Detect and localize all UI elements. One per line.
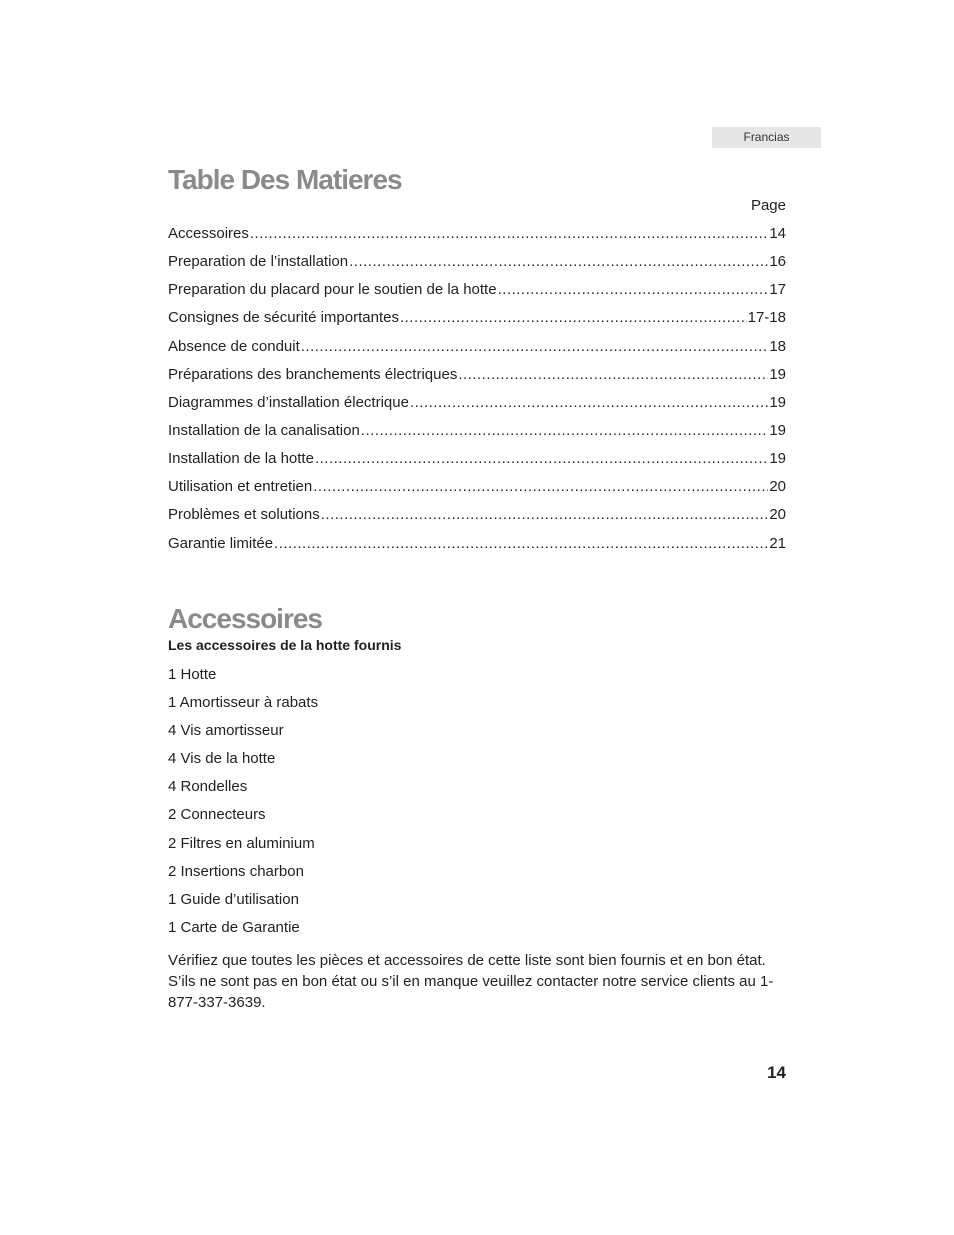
toc-entry [168,220,786,248]
toc-leader-dots [400,304,747,332]
toc-entry-page: 18 [769,337,786,355]
toc-entry [168,473,786,501]
toc-leader-dots [315,445,768,473]
toc-entry-page: 17 [769,281,786,299]
list-item: 4 Vis de la hotte [168,750,276,768]
list-item: 2 Filtres en aluminium [168,834,315,852]
toc-entry-label: Problèmes et solutions [168,506,320,524]
list-item: 2 Insertions charbon [168,862,304,880]
toc-entry-label: Utilisation et entretien [168,478,313,496]
list-item: 1 Guide d’utilisation [168,890,299,908]
toc-entry [168,333,786,361]
list-item: 4 Vis amortisseur [168,722,284,740]
toc-leader-dots [410,389,768,417]
toc-entry-page: 19 [769,421,786,439]
toc-entry-page: 19 [769,365,786,383]
toc-leader-dots [458,361,768,389]
toc-entry-page: 20 [769,478,786,496]
toc-leader-dots [349,248,768,276]
toc-entry-label: Preparation du placard pour le soutien de la hotte [168,281,497,299]
toc-leader-dots [321,501,769,529]
accessories-list [168,661,318,942]
toc-entry-page: 16 [769,253,786,271]
toc-leader-dots [301,333,769,361]
accessories-subtitle: Les accessoires de la hotte fournis [168,637,402,653]
toc-entry [168,501,786,529]
toc-entry-label: Accessoires [168,225,249,242]
toc-entry [168,530,786,558]
accessories-note: Vérifiez que toutes les pièces et accessoires de cette liste sont bien fournis et en bon état. S’ils ne sont pas en bon état ou s’il en manque veuillez contacter notre service clients au 1-877-337-3639. [168,952,774,1011]
toc-entry-label: Installation de la hotte [168,450,314,468]
toc-entry-page: 17-18 [747,309,786,327]
list-item: 1 Carte de Garantie [168,918,300,936]
toc-leader-dots [498,276,769,304]
toc-entry-label: Diagrammes d’installation électrique [168,393,409,411]
page-number: 14 [767,1063,786,1082]
toc-leader-dots [313,473,768,501]
toc-entry [168,361,786,389]
list-item: 4 Rondelles [168,778,248,796]
toc-entry-label: Preparation de l’installation [168,253,349,271]
toc-entry-page: 19 [769,393,786,411]
toc-entry [168,276,786,304]
toc-title: Table Des Matieres [168,164,402,195]
toc-leader-dots [361,417,769,445]
toc-entry [168,445,786,473]
toc-entry-label: Installation de la canalisation [168,421,360,439]
toc-entry [168,389,786,417]
toc-entry [168,304,786,332]
toc-entry-page: 19 [769,450,786,468]
list-item: 1 Hotte [168,666,217,683]
list-item: 1 Amortisseur à rabats [168,694,319,712]
toc-entry [168,417,786,445]
toc-leader-dots [250,220,768,248]
toc-entry-label: Consignes de sécurité importantes [168,309,399,327]
toc-entry-page: 14 [769,225,786,242]
accessories-title: Accessoires [168,603,323,634]
toc-entry-label: Absence de conduit [168,337,300,355]
toc-leader-dots [274,530,768,558]
language-tab: Francias [712,127,821,148]
toc-page-header: Page [750,197,786,214]
toc-entry-label: Garantie limitée [168,534,274,552]
list-item: 2 Connecteurs [168,806,266,824]
toc-entry [168,248,786,276]
toc-entry-page: 21 [769,534,786,552]
table-of-contents [168,220,786,558]
toc-entry-page: 20 [769,506,786,524]
toc-entry-label: Préparations des branchements électriques [168,365,458,383]
